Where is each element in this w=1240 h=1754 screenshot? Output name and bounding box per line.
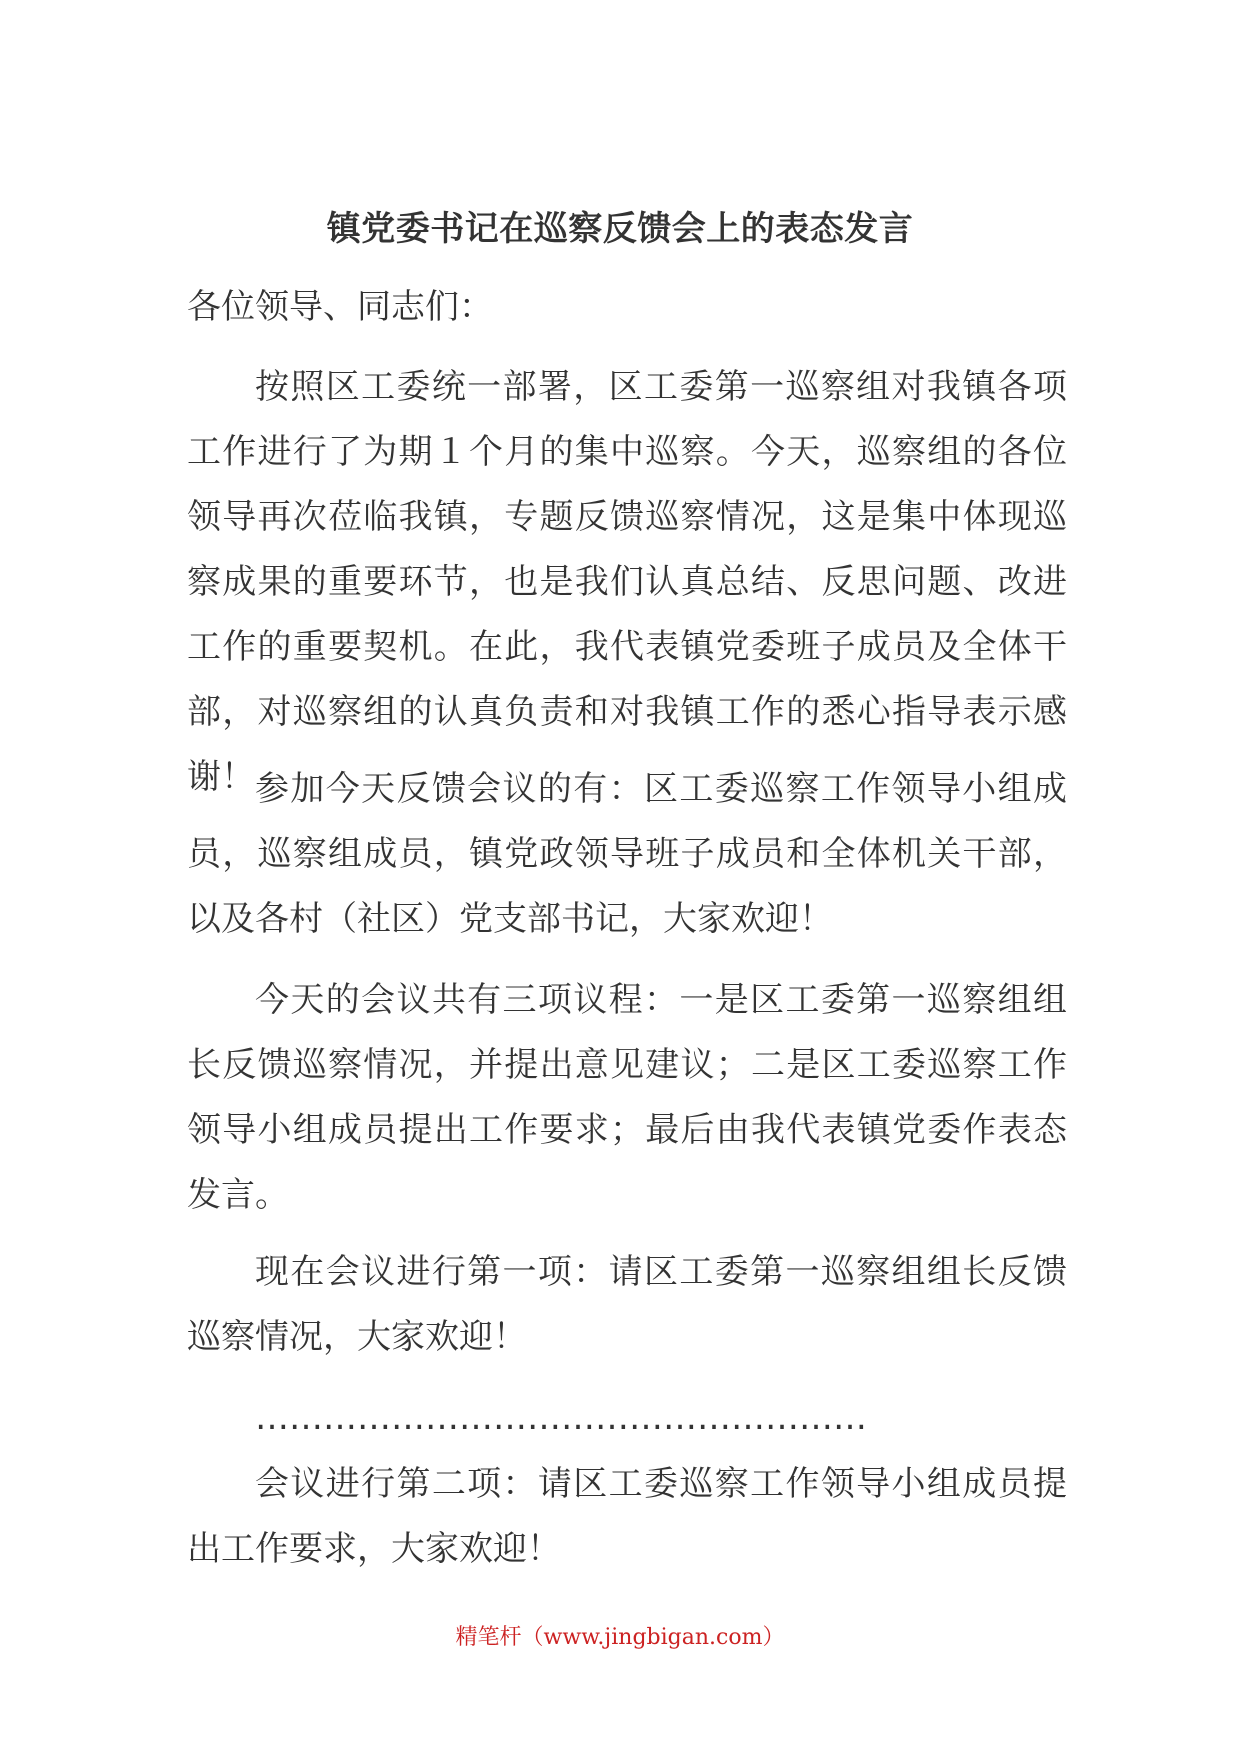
footer-watermark: 精笔杆（www.jingbigan.com）: [455, 1625, 785, 1650]
document-title: 镇党委书记在巡察反馈会上的表态发言: [326, 209, 914, 249]
paragraph-2: 参加今天反馈会议的有：区工委巡察工作领导小组成员，巡察组成员，镇党政领导班子成员和全体机关干部，以及各村（社区）党支部书记，大家欢迎！: [187, 769, 1067, 939]
ellipsis-separator: ………………………………………………: [255, 1398, 867, 1438]
salutation: 各位领导、同志们：: [187, 287, 493, 327]
paragraph-4: 现在会议进行第一项：请区工委第一巡察组组长反馈巡察情况，大家欢迎！: [187, 1252, 1067, 1357]
paragraph-1: 按照区工委统一部署，区工委第一巡察组对我镇各项工作进行了为期１个月的集中巡察。今天，巡察组的各位领导再次莅临我镇，专题反馈巡察情况，这是集中体现巡察成果的重要环节，也是我们认真总结、反思问题、改进工作的重要契机。在此，我代表镇党委班子成员及全体干部，对巡察组的认真负责和对我镇工作的悉心指导表示感谢！: [187, 367, 1067, 797]
paragraph-3: 今天的会议共有三项议程：一是区工委第一巡察组组长反馈巡察情况，并提出意见建议；二是区工委巡察工作领导小组成员提出工作要求；最后由我代表镇党委作表态发言。: [187, 980, 1067, 1215]
paragraph-5: 会议进行第二项：请区工委巡察工作领导小组成员提出工作要求，大家欢迎！: [187, 1464, 1067, 1569]
